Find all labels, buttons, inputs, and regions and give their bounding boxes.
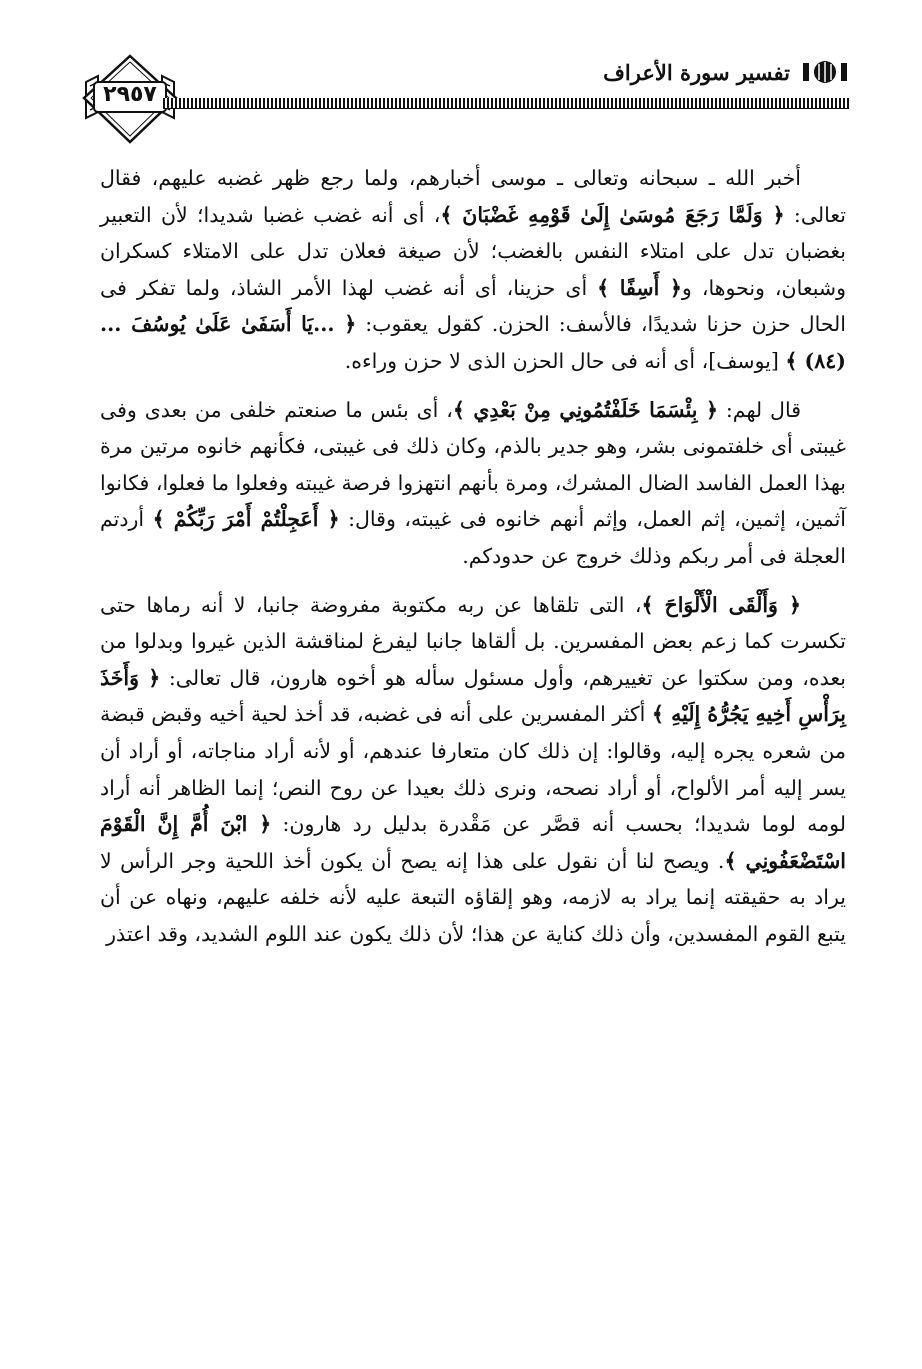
body-text: أخبر الله ـ سبحانه وتعالى ـ موسى أخبارهم، ولما رجع ظهر غضبه عليهم، فقال تعالى: bbox=[100, 166, 846, 227]
quran-quote: ﴿ ابْنَ أُمَّ إِنَّ الْقَوْمَ اسْتَضْعَفُونِي ﴾ bbox=[100, 812, 846, 873]
paragraph bbox=[100, 587, 846, 953]
quran-quote: ﴿ بِئْسَمَا خَلَفْتُمُونِي مِنْ بَعْدِي ﴾ bbox=[452, 397, 718, 422]
body-text: أردتم العجلة فى أمر ربكم وذلك خروج عن حدودكم. bbox=[100, 507, 846, 568]
page-number: ٢٩٥٧ bbox=[103, 82, 157, 107]
paragraph bbox=[100, 160, 846, 380]
quran-quote: ﴿ وَأَخَذَ بِرَأْسِ أَخِيهِ يَجُرُّهُ إِلَيْهِ ﴾ bbox=[100, 665, 846, 727]
body-text: أى حزينا، أى أنه غضب لهذا الأمر الشاذ، ولما تفكر فى الحال حزن حزنا شديدًا، فالأسف: الحزن. كقول يعقوب: bbox=[100, 275, 846, 337]
quran-quote: ﴿ أَعَجِلْتُمْ أَمْرَ رَبِّكُمْ ﴾ bbox=[152, 507, 340, 532]
running-title: تفسير سورة الأعراف bbox=[603, 60, 790, 85]
body-text: . ويصح لنا أن نقول على هذا إنه يصح أن يكون أخذ اللحية وجر الرأس لا يراد به حقيقته إنما يراد به لازمه، وهو إلقاؤه التبعة عليه لأنه خلفه عليهم، ونهاه عن أن يتبع القوم المفسدين، وأن ذلك كناية عن هذا؛ لأن ذلك يكون عند اللوم الشديد، وقد اعتذر bbox=[100, 848, 846, 946]
quran-quote: ﴿ وَلَمَّا رَجَعَ مُوسَىٰ إِلَىٰ قَوْمِهِ غَضْبَانَ ﴾ bbox=[440, 202, 785, 227]
quran-quote: ﴿ وَأَلْقَى الْأَلْوَاحَ ﴾ bbox=[641, 592, 801, 617]
ornament-icon bbox=[800, 59, 850, 85]
body-text: [يوسف]، أى أنه فى حال الحزن الذى لا حزن وراءه. bbox=[344, 348, 786, 373]
body-text: ، التى تلقاها عن ربه مكتوبة مفروضة جانبا، لا أنه رماها حتى تكسرت كما زعم بعض المفسرين. بل ألقاها جانبا ليفرغ لمناقشة الذين غيروا وبدلوا من بعده، ومن سكتوا عن تغييرهم، وأول مسئول سأله هو أخوه هارون، قال تعالى: bbox=[100, 592, 846, 690]
page-header bbox=[80, 52, 850, 147]
body-text: أكثر المفسرين على أنه فى غضبه، قد أخذ لحية أخيه وقبض قبضة من شعره يجره إليه، وقالوا: إن ذلك كان متعارفا عندهم، أو لأنه أراد مناجاته، أو أراد أن يسر إليه أمر الألواح، أو أراد نصحه، ونرى ذلك بعيدا عن روح النص؛ إنما الظاهر أنه أراد لومه لوما شديدا؛ بحسب أنه قصَّر عن مَقْدرة بدليل رد هارون: bbox=[100, 702, 846, 837]
page-body bbox=[100, 160, 846, 952]
quran-quote: ﴿ أَسِفًا ﴾ bbox=[597, 275, 682, 300]
header-divider bbox=[163, 98, 849, 108]
body-text: قال لهم: bbox=[718, 397, 801, 422]
quran-quote: ﴿ ...يَا أَسَفَىٰ عَلَىٰ يُوسُفَ ... (٨٤) ﴾ bbox=[100, 312, 846, 373]
body-text: ، أى أنه غضب غضبا شديدا؛ لأن التعبير بغضبان تدل على امتلاء النفس بالغضب؛ لأن صيغة فعلان تدل على الامتلاء كسكران وشبعان، ونحوها، و bbox=[100, 202, 846, 300]
body-text: ، أى بئس ما صنعتم خلفى من بعدى وفى غيبتى أى خلفتمونى بشر، وهو جدير بالذم، وكان ذلك فى غيبتى، فكأنهم خانوه مرتين مرة بهذا العمل الفاسد الضال المشرك، ومرة بأنهم انتهزوا فرصة غيبته وفعلوا ما فعلوا، فكانوا آثمين، إثمين، إثم العمل، وإثم أنهم خانوه فى غيبته، وقال: bbox=[100, 397, 846, 532]
paragraph bbox=[100, 392, 846, 575]
